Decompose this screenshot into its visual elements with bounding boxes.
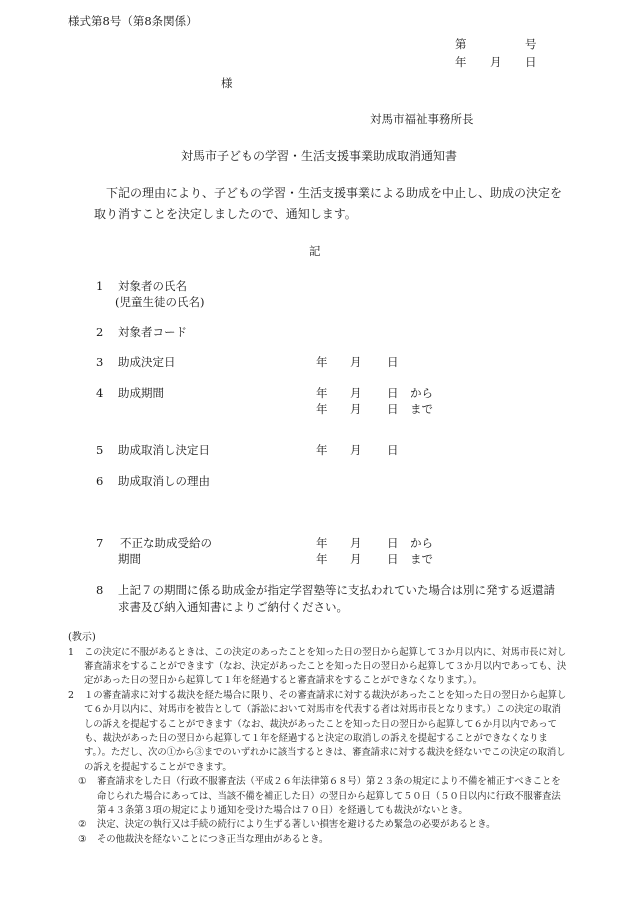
item-number: 8 bbox=[96, 583, 104, 597]
instructions-section bbox=[68, 631, 568, 847]
doc-number-dai: 第 bbox=[455, 37, 467, 51]
item-label: 不正な助成受給の bbox=[120, 536, 212, 550]
date-year: 年 bbox=[455, 55, 467, 69]
from-label: から bbox=[410, 536, 433, 550]
day-label: 日 bbox=[387, 355, 399, 369]
month-label: 月 bbox=[350, 552, 362, 566]
intro-paragraph bbox=[94, 183, 564, 225]
day-label: 日 bbox=[387, 386, 399, 400]
instruction-sub-2 bbox=[68, 818, 568, 832]
sub-number: ② bbox=[78, 819, 87, 831]
instruction-number: 2 bbox=[68, 689, 74, 701]
item-label: 助成決定日 bbox=[118, 355, 176, 369]
instruction-text: この決定に不服があるときは、この決定のあったことを知った日の翌日から起算して３か月以内に、対馬市長に対し審査請求をすることができます（なお、決定があったことを知った日の翌日から起算して３か月以内であっても、決定があった日の翌日から起算して１年を経過すると審査請求をすることができなくなります。）。 bbox=[84, 646, 567, 687]
intro-text: 下記の理由により、子どもの学習・生活支援事業による助成を中止し、助成の決定を取り消すことを決定しましたので、通知します。 bbox=[94, 186, 563, 221]
item-number: 1 bbox=[96, 279, 104, 293]
sub-number: ① bbox=[78, 776, 87, 788]
addressee-suffix: 様 bbox=[221, 76, 233, 90]
instruction-text: １の審査請求に対する裁決を経た場合に限り、その審査請求に対する裁決があったことを知った日の翌日から起算して６か月以内に、対馬市を被告として（訴訟において対馬市を代表する者は対馬市長となります。）この決定の取消しの訴えを提起することができます（なお、裁決があったことを知った日の翌日から起算して６か月以内であっても、裁決があった日の翌日から起算して１年を経過すると決定の取消しの訴えを提起することができなくなります。）。ただし、次の①から③までのいずれかに該当するときは、審査請求に対する裁決を経ないでこの決定の取消しの訴えを提起することができます。 bbox=[84, 689, 567, 773]
item-text: 上記７の期間に係る助成金が指定学習塾等に支払われていた場合は別に発する返還請求書及び納入通知書によりご納付ください。 bbox=[118, 583, 555, 614]
day-label: 日 bbox=[387, 536, 399, 550]
sub-number: ③ bbox=[78, 833, 87, 845]
year-label: 年 bbox=[316, 443, 328, 457]
date-day: 日 bbox=[525, 55, 537, 69]
to-label: まで bbox=[410, 552, 433, 566]
sub-text: 決定、決定の執行又は手続の続行により生ずる著しい損害を避けるため緊急の必要があるとき。 bbox=[97, 819, 496, 831]
sub-text: 審査請求をした日（行政不服審査法（平成２６年法律第６８号）第２３条の規定により不備を補正すべきことを命じられた場合にあっては、当該不備を補正した日）の翌日から起算して５０日（５０日以内に行政不服審査法第４３条第３項の規定により通知を受けた場合は７０日）を経過しても裁決がないとき。 bbox=[97, 776, 561, 816]
day-label: 日 bbox=[387, 402, 399, 416]
item-label: 助成取消しの理由 bbox=[118, 474, 210, 488]
year-label: 年 bbox=[316, 402, 328, 416]
year-label: 年 bbox=[316, 552, 328, 566]
instruction-sub-1 bbox=[68, 775, 568, 818]
item-label: 対象者の氏名 bbox=[118, 279, 187, 293]
year-label: 年 bbox=[316, 355, 328, 369]
item-sublabel: (児童生徒の氏名) bbox=[115, 295, 205, 309]
sub-text: その他裁決を経ないことにつき正当な理由があるとき。 bbox=[97, 833, 329, 845]
month-label: 月 bbox=[350, 386, 362, 400]
month-label: 月 bbox=[350, 355, 362, 369]
item-number: 7 bbox=[96, 536, 104, 550]
month-label: 月 bbox=[350, 536, 362, 550]
ki-label: 記 bbox=[309, 244, 321, 258]
month-label: 月 bbox=[350, 402, 362, 416]
year-label: 年 bbox=[316, 386, 328, 400]
to-label: まで bbox=[410, 402, 433, 416]
item-8 bbox=[96, 582, 556, 616]
item-label: 助成期間 bbox=[118, 386, 164, 400]
item-number: 4 bbox=[96, 386, 104, 400]
item-label: 助成取消し決定日 bbox=[118, 443, 210, 457]
date-month: 月 bbox=[490, 55, 502, 69]
item-number: 6 bbox=[96, 474, 104, 488]
day-label: 日 bbox=[387, 443, 399, 457]
item-number: 3 bbox=[96, 355, 104, 369]
year-label: 年 bbox=[316, 536, 328, 550]
item-label-line2: 期間 bbox=[118, 552, 141, 566]
item-label: 対象者コード bbox=[118, 325, 187, 339]
item-number: 5 bbox=[96, 443, 104, 457]
instruction-2 bbox=[68, 689, 568, 775]
item-number: 2 bbox=[96, 325, 104, 339]
form-number: 様式第8号（第8条関係） bbox=[68, 14, 198, 28]
month-label: 月 bbox=[350, 443, 362, 457]
document-title: 対馬市子どもの学習・生活支援事業助成取消通知書 bbox=[181, 149, 458, 163]
instruction-1 bbox=[68, 646, 568, 689]
day-label: 日 bbox=[387, 552, 399, 566]
issuer: 対馬市福祉事務所長 bbox=[370, 112, 474, 126]
instruction-number: 1 bbox=[68, 646, 74, 658]
from-label: から bbox=[410, 386, 433, 400]
doc-number-gou: 号 bbox=[525, 37, 537, 51]
instructions-heading: (教示) bbox=[68, 632, 96, 643]
instruction-sub-3 bbox=[68, 833, 568, 847]
